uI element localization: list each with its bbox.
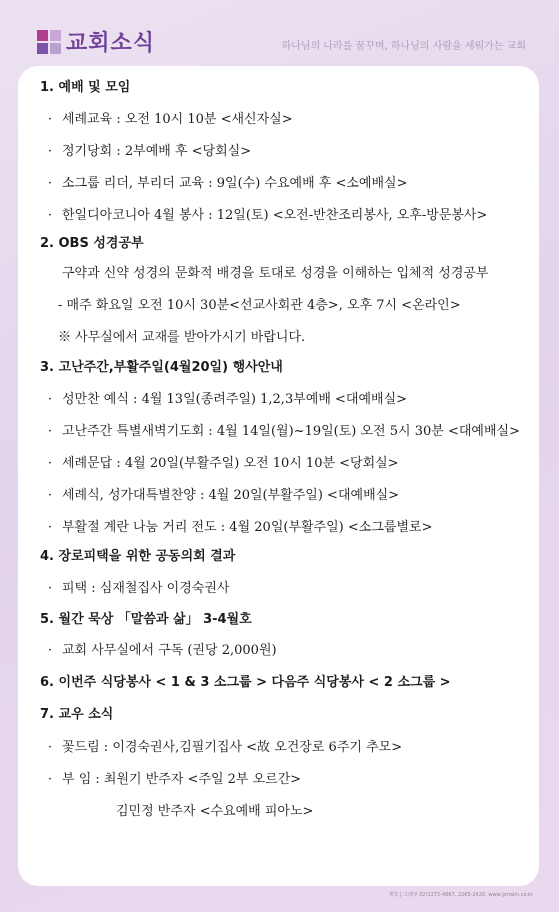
page-title: 교회소식 [66, 31, 156, 56]
news-card [18, 66, 539, 886]
footer-credit: 제작 | 그레잇 02)2272-4667, 2265-2420, www.gmaim.co.kr [388, 892, 533, 898]
obs-schedule: - 매주 화요일 오전 10시 30분<선교사회관 4층>, 오후 7시 <온라인> [58, 298, 461, 313]
list-item: · 교회 사무실에서 구독 (권당 2,000원) [48, 643, 277, 658]
list-item: · 한일디아코니아 4월 봉사 : 12일(토) <오전-반찬조리봉사, 오후-방문봉사> [48, 208, 488, 223]
list-item-continuation: 김민정 반주자 <수요예배 피아노> [116, 804, 314, 819]
list-item: · 소그룹 리더, 부리더 교육 : 9일(수) 수요예배 후 <소예배실> [48, 176, 408, 191]
list-item: · 세례식, 성가대특별찬양 : 4월 20일(부활주일) <대예배실> [48, 488, 400, 503]
church-logo-icon [37, 30, 61, 54]
obs-notice: ※ 사무실에서 교재를 받아가시기 바랍니다. [58, 330, 306, 345]
list-item: · 고난주간 특별새벽기도회 : 4월 14일(월)~19일(토) 오전 5시 30분 <대예배실> [48, 424, 520, 439]
list-item: · 성만찬 예식 : 4월 13일(종려주일) 1,2,3부예배 <대예배실> [48, 392, 408, 407]
list-item: · 부 임 : 최원기 반주자 <주일 2부 오르간> [48, 772, 302, 787]
list-item: · 정기당회 : 2부예배 후 <당회실> [48, 144, 252, 159]
list-item: · 부활절 계란 나눔 거리 전도 : 4월 20일(부활주일) <소그룹별로> [48, 520, 433, 535]
list-item: · 세례문답 : 4월 20일(부활주일) 오전 10시 10분 <당회실> [48, 456, 399, 471]
obs-description: 구약과 신약 성경의 문화적 배경을 토대로 성경을 이해하는 입체적 성경공부 [62, 266, 489, 281]
section-heading-worship: 1. 예배 및 모임 [40, 80, 131, 95]
list-item: · 피택 : 심재철집사 이경숙권사 [48, 581, 230, 596]
section-heading-elder: 4. 장로피택을 위한 공동의회 결과 [40, 549, 236, 564]
list-item: · 세례교육 : 오전 10시 10분 <새신자실> [48, 112, 293, 127]
section-heading-obs: 2. OBS 성경공부 [40, 236, 144, 251]
section-heading-devotional: 5. 월간 묵상 「말씀과 삶」 3-4월호 [40, 612, 252, 627]
section-heading-easter: 3. 고난주간,부활주일(4월20일) 행사안내 [40, 360, 283, 375]
tagline: 하나님의 나라를 꿈꾸며, 하나님의 사람을 세워가는 교회 [281, 41, 526, 52]
section-heading-kitchen: 6. 이번주 식당봉사 < 1 & 3 소그룹 > 다음주 식당봉사 < 2 소그룹 > [40, 675, 451, 690]
section-heading-members: 7. 교우 소식 [40, 707, 114, 722]
header [0, 0, 559, 62]
list-item: · 꽃드림 : 이경숙권사,김필기집사 <故 오건장로 6주기 추모> [48, 740, 403, 755]
